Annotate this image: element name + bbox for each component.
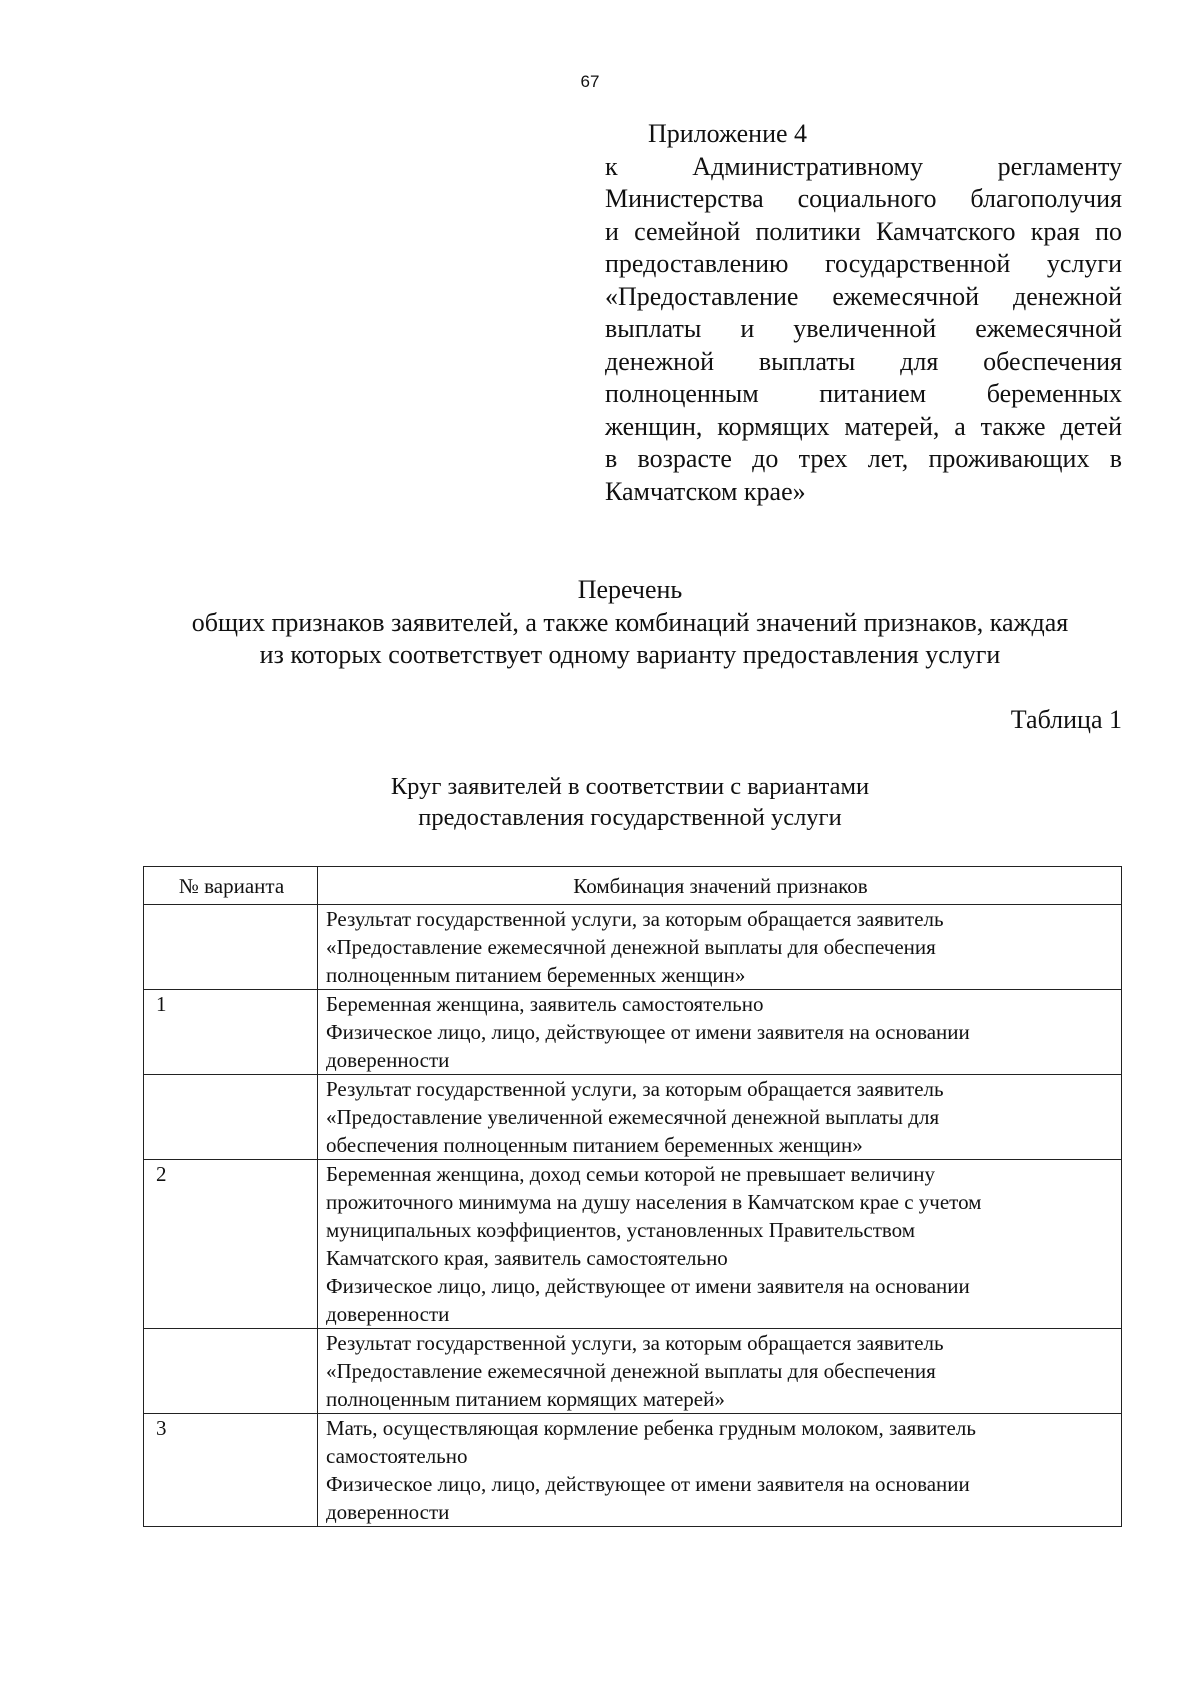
combination-line: полноценным питанием беременных женщин» <box>326 963 746 987</box>
title-line: из которых соответствует одному варианту предоставления услуги <box>259 640 1001 669</box>
appendix-line: и семейной политики Камчатского края по <box>605 216 1122 246</box>
title-line: общих признаков заявителей, а также комбинаций значений признаков, каждая <box>191 607 1069 637</box>
combination-line: «Предоставление увеличенной ежемесячной денежной выплаты для <box>326 1105 940 1129</box>
variant-number-cell: 1 <box>144 990 318 1075</box>
title-line: Перечень <box>577 575 683 604</box>
combination-cell <box>318 1075 1122 1160</box>
combination-line: Результат государственной услуги, за которым обращается заявитель <box>326 1331 944 1355</box>
appendix-line: в возрасте до трех лет, проживающих в <box>605 444 1122 473</box>
combination-cell <box>318 905 1122 990</box>
table-header-row <box>144 867 1122 905</box>
combination-line: «Предоставление ежемесячной денежной выплаты для обеспечения <box>326 935 936 959</box>
appendix-line: «Предоставление ежемесячной денежной <box>605 281 1122 311</box>
appendix-block <box>605 118 1122 508</box>
combination-line: Беременная женщина, заявитель самостоятельно <box>326 992 764 1016</box>
appendix-line: Камчатском крае» <box>605 476 806 506</box>
combination-cell <box>318 1160 1122 1329</box>
combination-cell <box>318 1414 1122 1527</box>
table-row <box>144 905 1122 990</box>
table-row <box>144 1329 1122 1414</box>
appendix-line: женщин, кормящих матерей, а также детей <box>605 411 1122 441</box>
appendix-line: выплаты и увеличенной ежемесячной <box>605 314 1122 343</box>
table-body <box>144 905 1122 1527</box>
combination-line: Физическое лицо, лицо, действующее от имени заявителя на основании <box>326 1274 970 1298</box>
variant-number-cell <box>144 1075 318 1160</box>
table-caption <box>200 771 1060 833</box>
caption-line: предоставления государственной услуги <box>418 804 842 831</box>
table-row <box>144 1414 1122 1527</box>
table-row <box>144 1160 1122 1329</box>
header-variant-number: № варианта <box>144 867 318 905</box>
combination-line: самостоятельно <box>326 1444 468 1468</box>
page-number: 67 <box>580 72 600 91</box>
table-row <box>144 1075 1122 1160</box>
table-row <box>144 990 1122 1075</box>
appendix-line: денежной выплаты для обеспечения <box>605 346 1122 376</box>
appendix-line: Министерства социального благополучия <box>605 184 1122 213</box>
appendix-line: к Административному регламенту <box>605 151 1122 181</box>
combination-line: Физическое лицо, лицо, действующее от имени заявителя на основании <box>326 1020 970 1044</box>
header-combination: Комбинация значений признаков <box>318 867 1122 905</box>
variants-table <box>143 866 1122 1527</box>
appendix-line: предоставлению государственной услуги <box>605 249 1122 278</box>
appendix-heading: Приложение 4 <box>648 119 808 148</box>
variant-number-cell: 3 <box>144 1414 318 1527</box>
combination-line: «Предоставление ежемесячной денежной выплаты для обеспечения <box>326 1359 936 1383</box>
combination-cell <box>318 1329 1122 1414</box>
combination-line: Результат государственной услуги, за которым обращается заявитель <box>326 1077 944 1101</box>
combination-line: доверенности <box>326 1500 450 1524</box>
combination-line: Физическое лицо, лицо, действующее от имени заявителя на основании <box>326 1472 970 1496</box>
appendix-text <box>605 151 1122 509</box>
table-label: Таблица 1 <box>1010 705 1122 734</box>
caption-line: Круг заявителей в соответствии с вариантами <box>390 773 870 800</box>
combination-line: обеспечения полноценным питанием беременных женщин» <box>326 1133 863 1157</box>
combination-line: Мать, осуществляющая кормление ребенка грудным молоком, заявитель <box>326 1416 976 1440</box>
document-title <box>100 574 1160 672</box>
variant-number-cell: 2 <box>144 1160 318 1329</box>
combination-line: доверенности <box>326 1048 450 1072</box>
combination-line: Камчатского края, заявитель самостоятельно <box>326 1246 728 1270</box>
combination-line: Результат государственной услуги, за которым обращается заявитель <box>326 907 944 931</box>
appendix-line: полноценным питанием беременных <box>605 379 1122 408</box>
variant-number-cell <box>144 1329 318 1414</box>
combination-line: доверенности <box>326 1302 450 1326</box>
combination-line: прожиточного минимума на душу населения в Камчатском крае с учетом <box>326 1190 982 1214</box>
variant-number-cell <box>144 905 318 990</box>
combination-line: полноценным питанием кормящих матерей» <box>326 1387 725 1411</box>
combination-line: муниципальных коэффициентов, установленных Правительством <box>326 1218 916 1242</box>
combination-cell <box>318 990 1122 1075</box>
combination-line: Беременная женщина, доход семьи которой не превышает величину <box>326 1162 935 1186</box>
